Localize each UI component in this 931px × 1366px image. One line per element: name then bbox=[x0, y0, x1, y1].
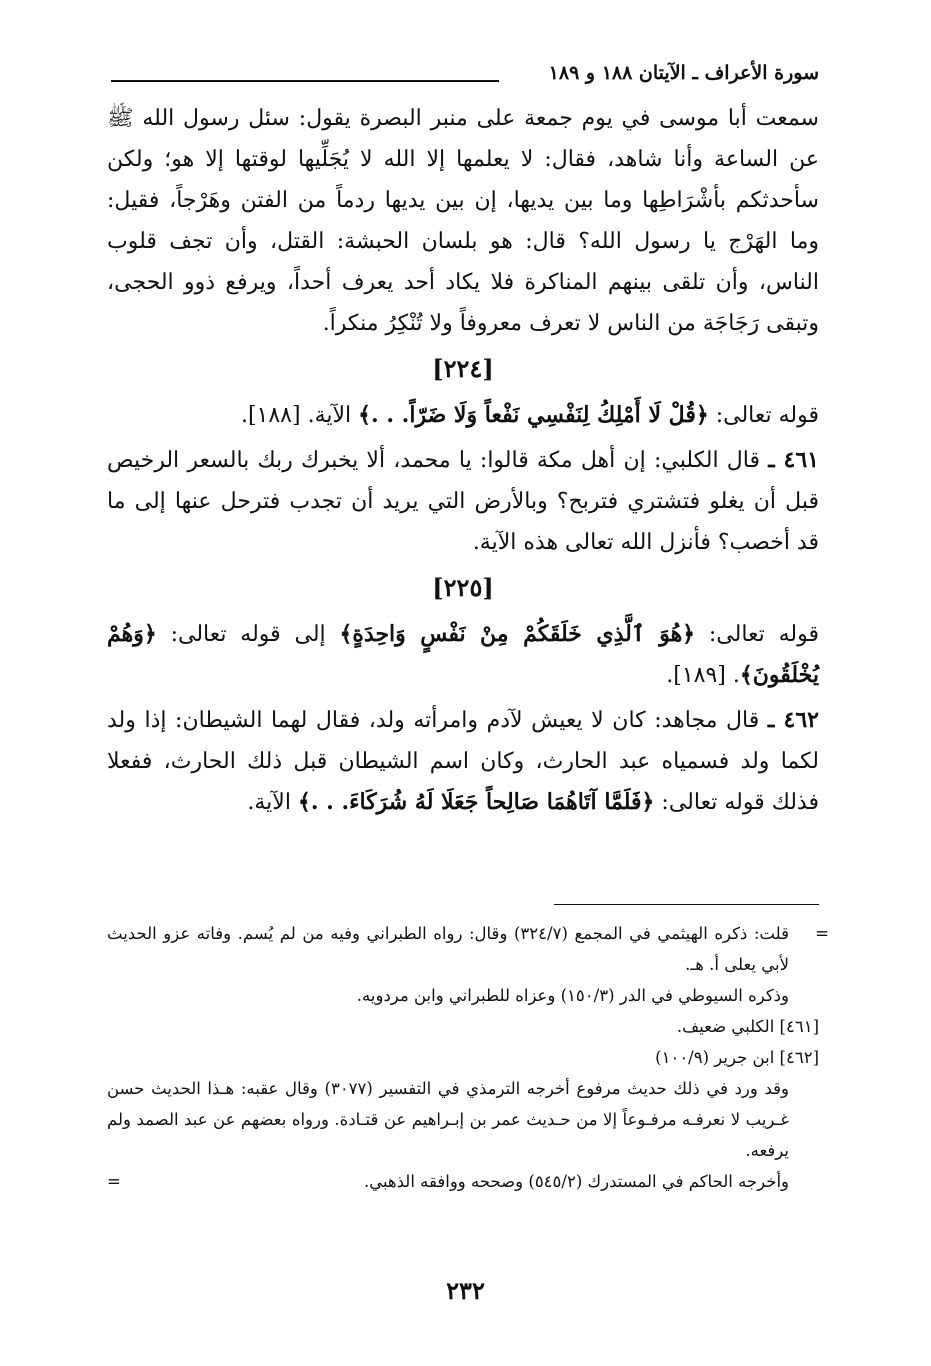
footnote-text: وأخرجه الحاكم في المستدرك (٥٤٥/٢) وصححه ووافقه الذهبي. bbox=[363, 1172, 789, 1191]
hadith-continuation: سمعت أبا موسى في يوم جمعة على منبر البصرة يقول: سئل رسول الله ﷺ عن الساعة وأنا شاهد، فقال: لا يعلمها إلا الله لا يُجَلِّيها لوقتها إلا هو؛ ولكن سأحدثكم بأشْرَاطِها وما بين يديها، إن بين يديها ردماً من الفتن وهَرْجاً، فقيل: وما الهَرْج يا رسول الله؟ قال: هو بلسان الحبشة: القتل، وأن تجف قلوب الناس، وأن تلقى بينهم المناكرة فلا يكاد أحد يعرف أحداً، ويرفع ذوو الحجى، وتبقى رَجَاجَة من الناس لا تعرف معروفاً ولا تُنْكِرُ منكراً. bbox=[107, 106, 819, 336]
footnote-461: [٤٦١] الكلبي ضعيف. bbox=[676, 1017, 819, 1036]
footnotes bbox=[107, 918, 829, 1197]
verse-text: ﴿وَهُمْ يُخْلَقُونَ﴾ bbox=[107, 621, 819, 688]
footnote-2: وذكره السيوطي في الدر (١٥٠/٣) وعزاه للطبراني وابن مردويه. bbox=[356, 986, 789, 1005]
footnote-1 bbox=[107, 918, 829, 980]
section-number-224: [٢٢٤] bbox=[432, 354, 494, 383]
verse-text: ﴿فَلَمَّا آتَاهُمَا صَالِحاً جَعَلَا لَهُ شُرَكَاءَ. . .﴾ bbox=[297, 789, 655, 815]
verse-text: ﴿هُوَ ٱلَّذِي خَلَقَكُمْ مِنْ نَفْسٍ وَاحِدَةٍ﴾ bbox=[339, 621, 696, 647]
quote-intro: قوله تعالى: bbox=[695, 622, 819, 647]
footnote-text: قلت: ذكره الهيثمي في المجمع (٣٢٤/٧) وقال: رواه الطبراني وفيه من لم يُسم. وفاته عزو الحديث لأبي يعلى أ. هـ. bbox=[107, 924, 789, 974]
verse-reference: الآية. bbox=[247, 790, 298, 815]
verse-reference: . [١٨٩]. bbox=[666, 663, 740, 688]
continuation-marker: = bbox=[107, 1172, 121, 1191]
page-number: ٢٣٢ bbox=[446, 1276, 485, 1305]
continuation-marker: = bbox=[815, 924, 829, 943]
header-rule bbox=[111, 80, 499, 82]
main-text bbox=[107, 98, 819, 827]
page-header bbox=[111, 62, 819, 92]
running-title: سورة الأعراف ـ الآيتان ١٨٨ و ١٨٩ bbox=[548, 62, 819, 84]
hadith-text: قال الكلبي: إن أهل مكة قالوا: يا محمد، ألا يخبرك ربك بالسعر الرخيص قبل أن يغلو فتشتري فتربح؟ وبالأرض التي يريد أن تجدب فترحل عنها إلى ما قد أخصب؟ فأنزل الله تعالى هذه الآية. bbox=[107, 448, 819, 555]
footnote-rule bbox=[554, 904, 819, 905]
verse-reference: الآية. [١٨٨]. bbox=[240, 403, 359, 428]
hadith-462 bbox=[107, 700, 819, 823]
section-number-225: [٢٢٥] bbox=[432, 573, 494, 602]
footnote-6 bbox=[107, 1166, 819, 1197]
hadith-number: ٤٦١ ـ bbox=[768, 447, 819, 473]
quran-quote-224 bbox=[107, 395, 819, 436]
quote-intro: قوله تعالى: bbox=[708, 403, 819, 428]
quote-connector: إلى قوله تعالى: bbox=[156, 622, 340, 647]
quran-quote-225 bbox=[107, 614, 819, 696]
footnote-5: وقد ورد في ذلك حديث مرفوع أخرجه الترمذي في التفسير (٣٠٧٧) وقال عقبه: هـذا الحديث حسن غـريب لا نعرفـه مرفـوعاً إلا من حـديث عمر بن إبـراهيم عن قتـادة. ورواه بعضهم عن عبد الصمد ولم يرفعه. bbox=[107, 1079, 789, 1160]
footnote-462: [٤٦٢] ابن جرير (١٠٠/٩) bbox=[655, 1048, 819, 1067]
hadith-text: قال مجاهد: كان لا يعيش لآدم وامرأته ولد، فقال لهما الشيطان: إذا ولد لكما ولد فسمياه عبد الحارث، وكان اسم الشيطان قبل ذلك الحارث، ففعلا فذلك قوله تعالى: bbox=[107, 708, 819, 815]
verse-text: ﴿قُلْ لَا أَمْلِكُ لِنَفْسِي نَفْعاً وَلَا ضَرّاً. . .﴾ bbox=[358, 402, 709, 428]
hadith-461 bbox=[107, 440, 819, 563]
hadith-number: ٤٦٢ ـ bbox=[767, 707, 819, 733]
